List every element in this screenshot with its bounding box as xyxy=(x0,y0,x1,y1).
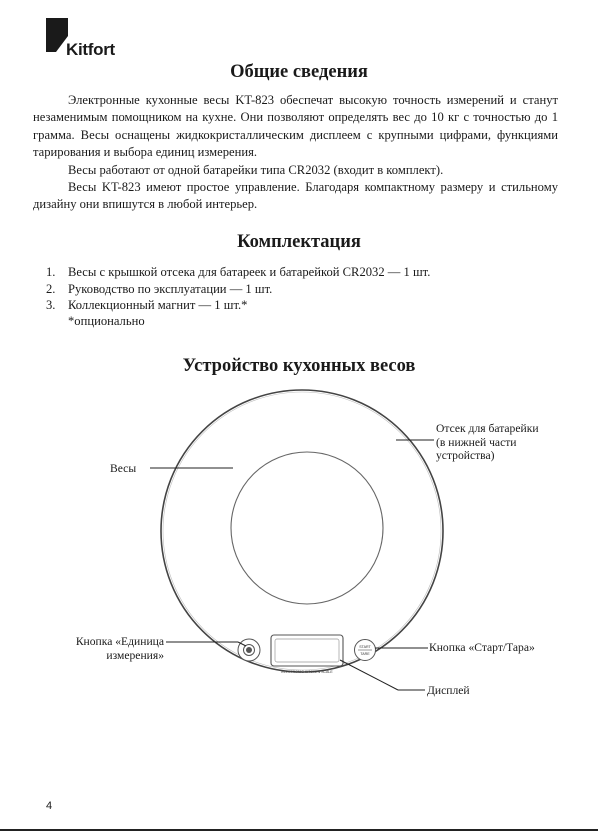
general-paragraph-1: Электронные кухонные весы KT-823 обеспечат высокую точность измерений и станут незаменимым помощником на кухне. Они позволяют определять вес до 10 кг с точностью до 1 грамма. Весы оснащены жидкокристаллическим дисплеем с крупными цифрами, функциями тарирования и выбора единиц измерения. xyxy=(33,93,558,160)
list-item: 3. Коллекционный магнит — 1 шт.* xyxy=(46,298,248,313)
unit-button-icon xyxy=(238,639,260,661)
general-paragraph-2: Весы работают от одной батарейки типа CR2032 (входит в комплект). xyxy=(68,162,444,177)
svg-text:TARE: TARE xyxy=(360,652,370,656)
svg-text:START: START xyxy=(359,645,371,649)
section-title-device: Устройство кухонных весов xyxy=(182,356,416,376)
section-title-general: Общие сведения xyxy=(230,62,368,82)
kitfort-logo xyxy=(46,18,136,62)
bottom-rule xyxy=(0,829,598,831)
leader-line-display xyxy=(340,660,398,690)
panel-caption: ELECTRONIC KITCHEN SCALE xyxy=(281,670,333,674)
label-display: Дисплей xyxy=(427,684,470,697)
page-number: 4 xyxy=(46,800,53,812)
label-start-tare-button: Кнопка «Старт/Тара» xyxy=(429,641,535,654)
section-title-kit: Комплектация xyxy=(237,232,361,252)
start-tare-button-icon xyxy=(355,640,376,661)
list-item: 2. Руководство по эксплуатации — 1 шт. xyxy=(46,281,273,296)
kit-list xyxy=(46,264,566,314)
brand-name: Kitfort xyxy=(66,40,115,59)
label-scale: Весы xyxy=(110,462,137,475)
scale-inner-platform xyxy=(231,452,383,604)
label-unit-button: Кнопка «Единица измерения» xyxy=(75,635,164,662)
label-battery-compartment: Отсек для батарейки (в нижней части устройства) xyxy=(436,422,539,462)
general-paragraph-3: Весы KT-823 имеют простое управление. Благодаря компактному размеру и стильному дизайну они впишутся в любой интерьер. xyxy=(33,180,558,212)
optional-note: *опционально xyxy=(68,314,145,328)
display-panel xyxy=(271,635,343,666)
list-item: 1. Весы с крышкой отсека для батареек и батарейкой CR2032 — 1 шт. xyxy=(46,265,431,279)
general-paragraphs xyxy=(33,92,558,214)
